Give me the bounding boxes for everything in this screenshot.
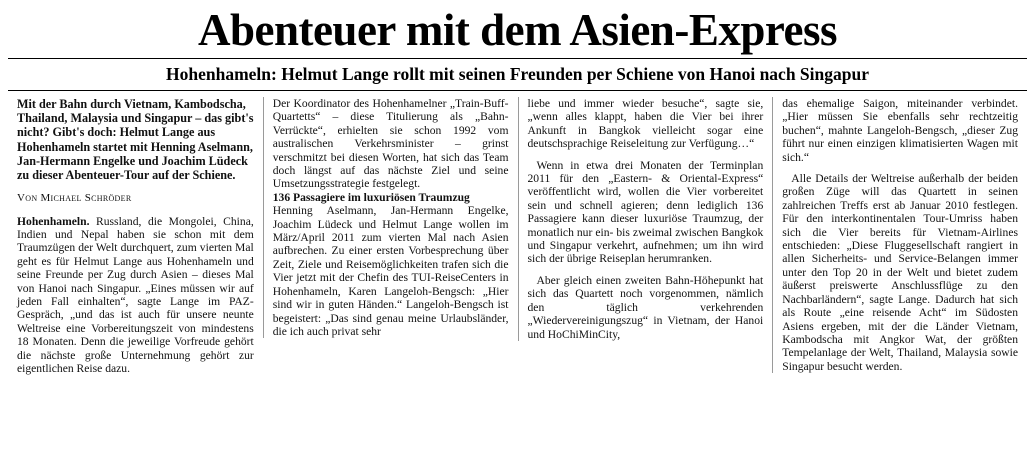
article-columns — [8, 97, 1027, 376]
article-subhead: Hohenhameln: Helmut Lange rollt mit seinen Freunden per Schiene von Hanoi nach Singapur — [166, 64, 869, 84]
paragraph: Alle Details der Weltreise außerhalb der beiden großen Züge will das Quartett in seinen zahlreichen Treffs erst ab Januar 2010 festlegen. Für den interkontinentalen Tour-Umriss haben sich die Vier bereits für Vietnam-Airlines entschieden: „Diese Fluggesellschaft rangiert in allen Sicherheits- und Service-Belangen immer unter den Top 20 in der Welt und bietet zudem äußerst preiswerte Anschlussflüge zu den Nachbarländern“, sagte Lange. Dadurch hat sich als Route „eine reisende Acht“ im Südosten Asiens ergeben, mit der die Länder Vietnam, Kambodscha mit Angkor Wat, der größten Tempelanlage der Welt, Thailand, Malaysia sowie Singapur besucht werden. — [782, 172, 1018, 373]
column-3 — [518, 97, 773, 341]
column-4 — [772, 97, 1027, 373]
column-1 — [8, 97, 263, 376]
article-lead: Mit der Bahn durch Vietnam, Kambodscha, Thailand, Malaysia und Singapur – das gibt's nicht? Gibt's doch: Helmut Lange aus Hohenhameln startet mit Henning Aselmann, Jan-Hermann Engelke und Joachim Lüdeck zu dieser Abenteuer-Tour auf der Schiene. — [17, 97, 254, 183]
paragraph — [17, 215, 254, 376]
paragraph: Wenn in etwa drei Monaten der Terminplan 2011 für den „Eastern- & Oriental-Express“ veröffentlicht wird, wollen die Vier vorbereitet sein und schnell agieren; denn lediglich 136 Passagiere kann dieser luxuriöse Traumzug, der monatlich nur ein- bis zweimal zwischen Bangkok und Singapur verkehrt, aufnehmen; um ihn wird sich der übrige Reiseplan herumranken. — [527, 158, 764, 266]
paragraph: Henning Aselmann, Jan-Hermann Engelke, Joachim Lüdeck und Helmut Lange wollen im März/April 2011 zum vierten Mal nach Asien aufbrechen. Zu einer ersten Vorbesprechung über Zeit, Ziele und Reisemöglichkeiten trafen sich die Vier jetzt mit der Chefin des TUI-ReiseCenters in Hohenhameln, Karen Langeloh-Bengsch: „Hier sind wir in guten Händen.“ Langeloh-Bengsch ist begeistert: „Das sind genau meine Urlaubsländer, die ich auch privat sehr — [272, 204, 509, 338]
paragraph-text: Russland, die Mongolei, China, Indien und Nepal haben sie schon mit dem Traumzügen der Welt durchquert, zum vierten Mal geht es für Helmut Lange aus Hohenhameln und seine Freunde per Zug durch Asien – dieses Mal von Hanoi nach Singapur. „Eines müssen wir auf jeden Fall einhalten“, sagte Lange im PAZ-Gespräch, „und das ist auch für unsere neunte Weltreise eine Vorbereitungszeit von mindestens 18 Monaten. Denn die jeweilige Vorfreude gehört die nächste große Unternehmung gehört zur eigentlichen Reise dazu. — [17, 214, 254, 376]
pull-quote: 136 Passagiere im luxuriösen Traumzug — [272, 190, 470, 204]
page-title: Abenteuer mit dem Asien-Express — [197, 5, 838, 55]
paragraph: Der Koordinator des Hohenhamelner „Train-Buff-Quartetts“ – diese Titulierung als „Bahn-Verrückte“, erhielten sie schon 1992 vom australischen Verkehrsminister – grinst verschmitzt bei diesen Worten, hat sich das Team doch längst auf das nächste Ziel und seine Umsetzungsstrategie festgelegt. — [272, 97, 509, 191]
paragraph: liebe und immer wieder besuche“, sagte sie, „wenn alles klappt, haben die Vier bei ihrer Ankunft in Bangkok vielleicht sogar eine deutschsprachige Reiseleitung zur Verfügung…“ — [527, 97, 764, 151]
paragraph: Aber gleich einen zweiten Bahn-Höhepunkt hat sich das Quartett noch vorgenommen, nämlich den täglich verkehrenden „Wiedervereinigungszug“ in Vietnam, der Hanoi und HoChiMinCity, — [527, 273, 764, 341]
divider-under-headline — [8, 58, 1027, 59]
paragraph-runin: Hohenhameln. — [17, 214, 90, 228]
divider-under-subhead — [8, 90, 1027, 91]
column-2 — [263, 97, 518, 338]
paragraph: das ehemalige Saigon, miteinander verbindet. „Hier müssen Sie ebenfalls sehr rechtzeitig buchen“, mahnte Langeloh-Bengsch, „dieser Zug führt nur einen einzigen klimatisierten Wagen mit sich.“ — [782, 97, 1018, 164]
article-byline: Von Michael Schröder — [17, 192, 132, 205]
